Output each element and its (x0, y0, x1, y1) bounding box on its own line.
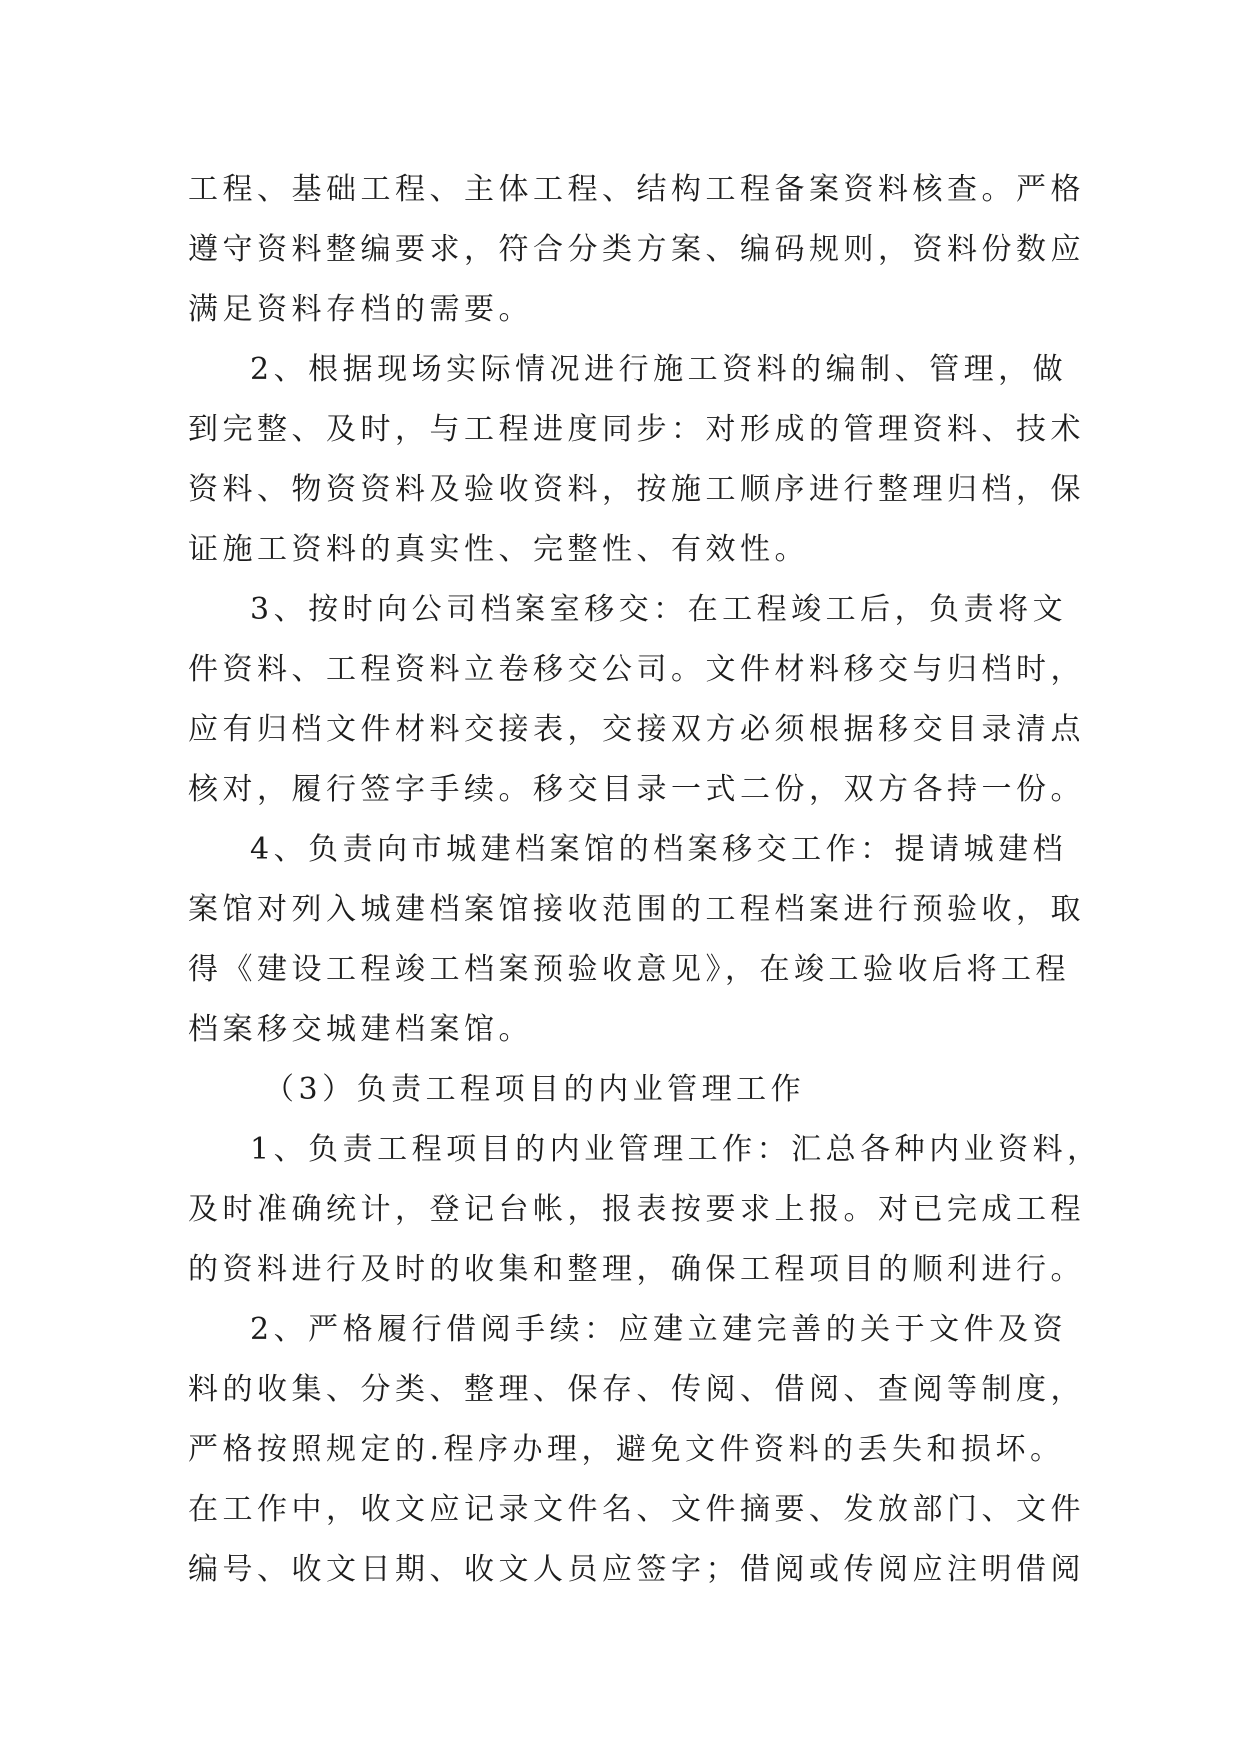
text-line: 件资料、工程资料立卷移交公司。文件材料移交与归档时， (188, 652, 1085, 687)
section-heading: （3）负责工程项目的内业管理工作 (264, 1072, 806, 1107)
text-line: 严格按照规定的.程序办理，避免文件资料的丢失和损坏。 (188, 1432, 1065, 1467)
paragraph-start-line: 1、负责工程项目的内业管理工作：汇总各种内业资料， (250, 1132, 1102, 1167)
document-body (188, 160, 1102, 1600)
text-line: 料的收集、分类、整理、保存、传阅、借阅、查阅等制度， (188, 1372, 1085, 1407)
text-line: 证施工资料的真实性、完整性、有效性。 (188, 532, 809, 567)
text-line: 档案移交城建档案馆。 (188, 1012, 533, 1047)
text-line: 资料、物资资料及验收资料，按施工顺序进行整理归档，保 (188, 472, 1085, 507)
paragraph-start-line: 2、根据现场实际情况进行施工资料的编制、管理，做 (250, 352, 1068, 387)
text-line: 得《建设工程竣工档案预验收意见》，在竣工验收后将工程 (188, 952, 1070, 987)
text-line: 的资料进行及时的收集和整理，确保工程项目的顺利进行。 (188, 1252, 1085, 1287)
text-line: 在工作中，收文应记录文件名、文件摘要、发放部门、文件 (188, 1492, 1085, 1527)
text-line: 满足资料存档的需要。 (188, 292, 533, 327)
text-line: 编号、收文日期、收文人员应签字；借阅或传阅应注明借阅 (188, 1552, 1085, 1587)
text-line: 案馆对列入城建档案馆接收范围的工程档案进行预验收，取 (188, 892, 1085, 927)
text-line: 应有归档文件材料交接表，交接双方必须根据移交目录清点 (188, 712, 1085, 747)
text-line: 遵守资料整编要求，符合分类方案、编码规则，资料份数应 (188, 232, 1085, 267)
paragraph-start-line: 3、按时向公司档案室移交：在工程竣工后，负责将文 (250, 592, 1068, 627)
text-line: 到完整、及时，与工程进度同步：对形成的管理资料、技术 (188, 412, 1085, 447)
text-line: 及时准确统计，登记台帐，报表按要求上报。对已完成工程 (188, 1192, 1085, 1227)
paragraph-start-line: 4、负责向市城建档案馆的档案移交工作：提请城建档 (250, 832, 1068, 867)
text-line: 工程、基础工程、主体工程、结构工程备案资料核查。严格 (188, 172, 1085, 207)
paragraph-start-line: 2、严格履行借阅手续：应建立建完善的关于文件及资 (250, 1312, 1068, 1347)
text-line: 核对，履行签字手续。移交目录一式二份，双方各持一份。 (188, 772, 1085, 807)
